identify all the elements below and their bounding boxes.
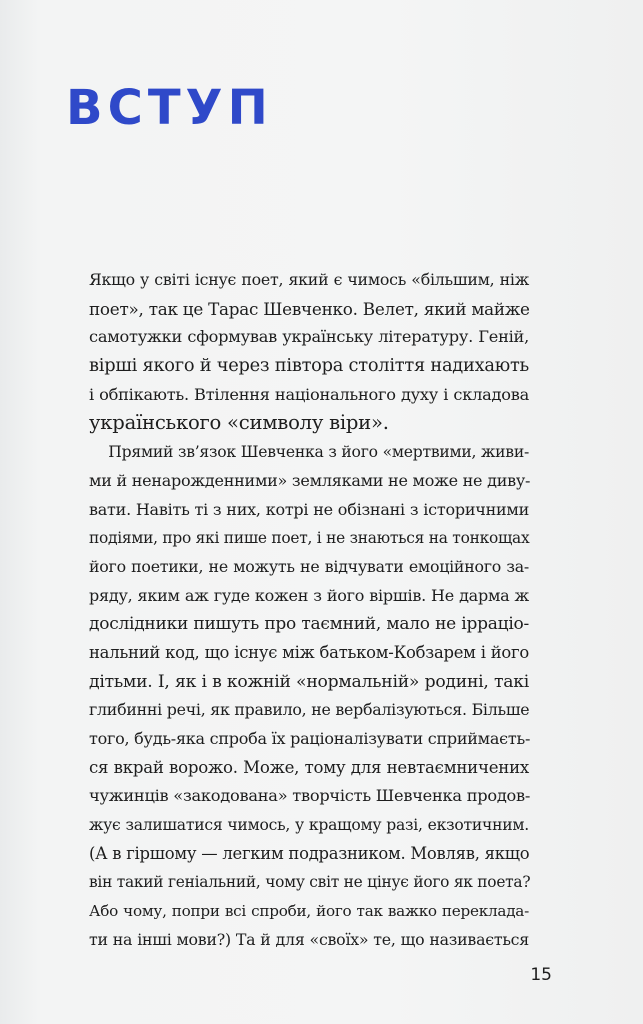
page-number: 15 xyxy=(530,965,552,985)
text-line: самотужки сформував українську літературу. Геній, xyxy=(89,327,529,347)
text-line: вати. Навіть ті з них, котрі не обізнані з історичними xyxy=(89,499,529,519)
text-line: дослідники пишуть про таємний, мало не ірраціо- xyxy=(89,614,529,635)
chapter-heading: ВСТУП xyxy=(66,80,273,136)
text-line: того, будь-яка спроба їх раціоналізувати сприймаєть- xyxy=(89,729,531,748)
text-line: ся вкрай ворожо. Може, тому для невтаємничених xyxy=(89,757,529,777)
text-line: його поетики, не можуть не відчувати емоційного за- xyxy=(89,556,529,576)
text-line: жує залишатися чимось, у кращому разі, екзотичним. xyxy=(89,816,529,835)
text-line: дітьми. І, як і в кожній «нормальній» родині, такі xyxy=(89,671,529,692)
text-line: ти на інші мови?) Та й для «своїх» те, що називається xyxy=(89,929,529,949)
text-line: українського «символу віри». xyxy=(89,411,389,435)
text-line: Якщо у світі існує поет, який є чимось «більшим, ніж xyxy=(89,270,529,289)
text-line: Або чому, попри всі спроби, його так важко переклада- xyxy=(89,902,529,921)
text-line: глибинні речі, як правило, не вербалізуються. Більше xyxy=(89,700,530,720)
text-line: (А в гіршому — легким подразником. Мовляв, якщо xyxy=(89,843,530,863)
text-line: ряду, яким аж гуде кожен з його віршів. Не дарма ж xyxy=(89,585,529,605)
text-line: нальний код, що існує між батьком-Кобзарем і його xyxy=(89,642,529,662)
text-line: Прямий зв’язок Шевченка з його «мертвими, живи- xyxy=(89,443,529,462)
text-line: він такий геніальний, чому світ не цінує його як поета? xyxy=(89,873,531,892)
text-line: вірші якого й через півтора століття надихають xyxy=(89,355,529,377)
text-line: і обпікають. Втілення національного духу і складова xyxy=(89,384,529,404)
body-text xyxy=(89,266,529,955)
text-line: поет», так це Тарас Шевченко. Велет, який майже xyxy=(89,298,530,319)
text-line: ми й ненарожденними» земляками не може не диву- xyxy=(89,470,531,490)
text-line: чужинців «закодована» творчість Шевченка продов- xyxy=(89,786,531,806)
text-line: подіями, про які пише поет, і не знаються на тонкощах xyxy=(89,529,530,548)
